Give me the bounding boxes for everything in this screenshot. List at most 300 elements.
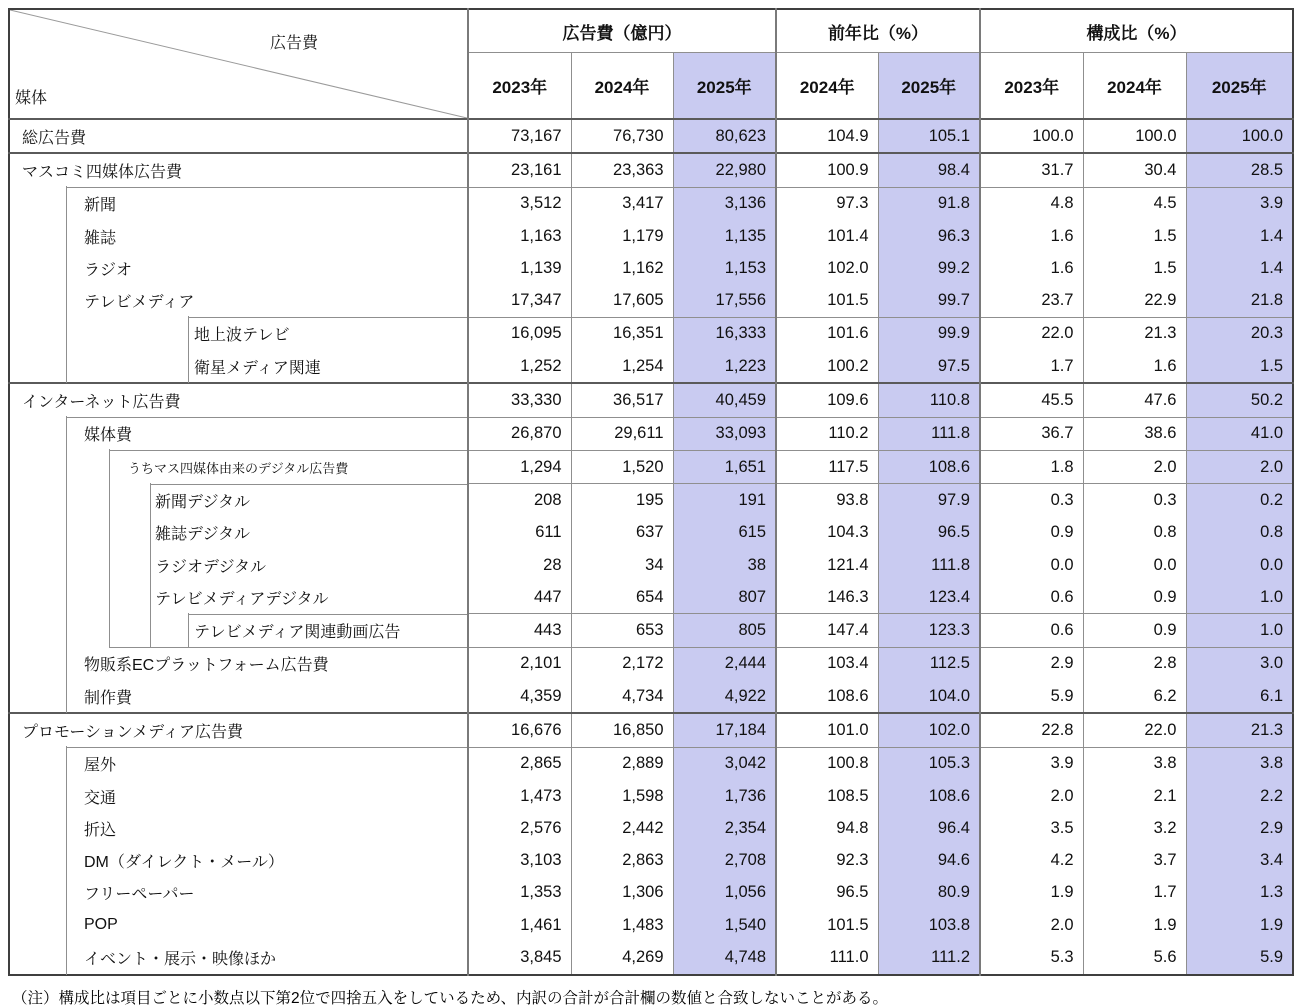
value-cell: 1,162 [571,252,673,284]
header-group-row [9,9,1293,53]
indent-guide-line [150,580,151,615]
value-cell: 4,922 [673,680,776,713]
value-cell: 38 [673,549,776,581]
corner-label-adcost: 広告費 [270,35,319,52]
value-cell: 1.9 [1083,909,1186,941]
value-cell: 96.5 [776,877,878,909]
table-row [9,941,1293,974]
value-cell: 100.0 [1083,119,1186,153]
row-label: 総広告費 [9,119,468,153]
value-cell: 0.9 [1083,614,1186,647]
table-row [9,484,1293,517]
value-cell: 93.8 [776,484,878,517]
value-cell: 654 [571,581,673,614]
value-cell: 100.0 [1186,119,1293,153]
value-cell: 1,135 [673,220,776,252]
value-cell: 20.3 [1186,317,1293,350]
value-cell: 73,167 [468,119,571,153]
value-cell: 94.8 [776,812,878,844]
value-cell: 3.2 [1083,812,1186,844]
table-row [9,284,1293,317]
value-cell: 80.9 [878,877,980,909]
indent-guide-line [66,219,67,253]
value-cell: 108.6 [776,680,878,713]
table-row [9,383,1293,417]
value-cell: 2.2 [1186,780,1293,812]
value-cell: 36,517 [571,383,673,417]
indent-guide-line [66,779,67,813]
box-top-line [109,450,467,451]
diagonal-line-icon [10,10,467,118]
value-cell: 76,730 [571,119,673,153]
value-cell: 105.1 [878,119,980,153]
value-cell: 3.9 [980,747,1083,780]
row-label: ラジオ [9,252,468,284]
value-cell: 2.0 [1186,450,1293,483]
value-cell: 0.6 [980,614,1083,647]
value-cell: 100.9 [776,153,878,187]
value-cell: 23.7 [980,284,1083,317]
row-label: マスコミ四媒体広告費 [9,153,468,187]
table-row [9,812,1293,844]
box-top-line [109,647,467,648]
value-cell: 17,605 [571,284,673,317]
indent-guide-line [66,746,67,781]
value-cell: 3,136 [673,187,776,220]
table-row [9,680,1293,713]
value-cell: 33,093 [673,417,776,450]
value-cell: 0.0 [1186,549,1293,581]
indent-guide-line [66,908,67,942]
value-cell: 1,306 [571,877,673,909]
value-cell: 4.2 [980,845,1083,877]
value-cell: 100.2 [776,350,878,383]
value-cell: 105.3 [878,747,980,780]
value-cell: 29,611 [571,417,673,450]
value-cell: 21.8 [1186,284,1293,317]
value-cell: 807 [673,581,776,614]
value-cell: 1.5 [1083,220,1186,252]
value-cell: 22.0 [1083,713,1186,747]
value-cell: 3.9 [1186,187,1293,220]
value-cell: 0.6 [980,581,1083,614]
indent-guide-line [66,283,67,318]
value-cell: 3.7 [1083,845,1186,877]
value-cell: 1,223 [673,350,776,383]
indent-guide-line [66,876,67,910]
value-cell: 1.0 [1186,614,1293,647]
value-cell: 146.3 [776,581,878,614]
value-cell: 123.4 [878,581,980,614]
indent-guide-line [109,580,110,615]
box-top-line [66,417,467,418]
table-row [9,581,1293,614]
value-cell: 2,101 [468,647,571,680]
value-cell: 615 [673,517,776,549]
value-cell: 103.4 [776,647,878,680]
value-cell: 1.9 [980,877,1083,909]
row-label: 地上波テレビ [9,317,468,350]
value-cell: 2.9 [980,647,1083,680]
value-cell: 1.7 [980,350,1083,383]
indent-guide-line [109,516,110,550]
value-cell: 102.0 [776,252,878,284]
value-cell: 637 [571,517,673,549]
row-label: POP [9,909,468,941]
value-cell: 1,473 [468,780,571,812]
value-cell: 101.0 [776,713,878,747]
row-label: 雑誌デジタル [9,517,468,549]
value-cell: 28.5 [1186,153,1293,187]
value-cell: 0.3 [980,484,1083,517]
value-cell: 1,461 [468,909,571,941]
value-cell: 2.0 [980,909,1083,941]
value-cell: 447 [468,581,571,614]
value-cell: 112.5 [878,647,980,680]
table-row [9,350,1293,383]
value-cell: 22.0 [980,317,1083,350]
corner-cell [9,9,468,119]
table-row [9,119,1293,153]
value-cell: 111.8 [878,549,980,581]
value-cell: 99.2 [878,252,980,284]
corner-label-media: 媒体 [15,90,48,107]
value-cell: 1.9 [1186,909,1293,941]
value-cell: 1,736 [673,780,776,812]
value-cell: 2,576 [468,812,571,844]
indent-guide-line [66,811,67,845]
value-cell: 1.6 [980,220,1083,252]
value-cell: 22.9 [1083,284,1186,317]
row-label: 衛星メディア関連 [9,350,468,383]
value-cell: 0.8 [1083,517,1186,549]
value-cell: 109.6 [776,383,878,417]
row-label: ラジオデジタル [9,549,468,581]
value-cell: 104.0 [878,680,980,713]
value-cell: 16,095 [468,317,571,350]
value-cell: 0.0 [1083,549,1186,581]
value-cell: 1,651 [673,450,776,483]
box-top-line [188,317,467,318]
table-row [9,317,1293,350]
row-label: 新聞 [9,187,468,220]
value-cell: 1.8 [980,450,1083,483]
value-cell: 94.6 [878,845,980,877]
row-label: テレビメディア [9,284,468,317]
year-column-header: 2024年 [571,53,673,120]
value-cell: 38.6 [1083,417,1186,450]
value-cell: 4,359 [468,680,571,713]
box-top-line [66,187,467,188]
value-cell: 1,153 [673,252,776,284]
value-cell: 2.0 [1083,450,1186,483]
table-row [9,450,1293,483]
row-label: 媒体費 [9,417,468,450]
value-cell: 4.5 [1083,187,1186,220]
year-column-header: 2025年 [878,53,980,120]
table-row [9,417,1293,450]
value-cell: 3.8 [1186,747,1293,780]
value-cell: 1.3 [1186,877,1293,909]
value-cell: 97.9 [878,484,980,517]
indent-guide-line [150,483,151,518]
value-cell: 1.0 [1186,581,1293,614]
value-cell: 3,042 [673,747,776,780]
row-label: うちマス四媒体由来のデジタル広告費 [9,450,468,483]
value-cell: 4,748 [673,941,776,974]
value-cell: 92.3 [776,845,878,877]
indent-guide-line [66,679,67,713]
row-label: DM（ダイレクト・メール） [9,845,468,877]
indent-guide-line [188,613,189,648]
value-cell: 17,556 [673,284,776,317]
indent-guide-line [109,483,110,518]
value-cell: 23,363 [571,153,673,187]
indent-guide-line [66,349,67,383]
value-cell: 1.6 [1083,350,1186,383]
value-cell: 34 [571,549,673,581]
value-cell: 111.8 [878,417,980,450]
value-cell: 40,459 [673,383,776,417]
value-cell: 1,540 [673,909,776,941]
table-row [9,845,1293,877]
indent-guide-line [150,516,151,550]
value-cell: 1,254 [571,350,673,383]
footnote: （注）構成比は項目ごとに小数点以下第2位で四捨五入をしているため、内訳の合計が合計欄の数値と合致しないことがある。 [12,989,889,1007]
value-cell: 1,056 [673,877,776,909]
value-cell: 443 [468,614,571,647]
value-cell: 1,139 [468,252,571,284]
table-row [9,747,1293,780]
value-cell: 30.4 [1083,153,1186,187]
table-row [9,909,1293,941]
value-cell: 1,598 [571,780,673,812]
indent-guide-line [66,613,67,648]
value-cell: 108.6 [878,450,980,483]
row-label: テレビメディアデジタル [9,581,468,614]
value-cell: 97.5 [878,350,980,383]
value-cell: 2,865 [468,747,571,780]
value-cell: 1.4 [1186,252,1293,284]
value-cell: 191 [673,484,776,517]
value-cell: 195 [571,484,673,517]
indent-guide-line [188,349,189,383]
value-cell: 6.1 [1186,680,1293,713]
value-cell: 1,163 [468,220,571,252]
year-column-header: 2025年 [673,53,776,120]
value-cell: 45.5 [980,383,1083,417]
value-cell: 22,980 [673,153,776,187]
value-cell: 41.0 [1186,417,1293,450]
value-cell: 3,103 [468,845,571,877]
value-cell: 1.5 [1083,252,1186,284]
value-cell: 101.5 [776,284,878,317]
box-top-line [66,747,467,748]
table-row [9,780,1293,812]
column-group-header: 前年比（%） [776,9,980,53]
row-label: 雑誌 [9,220,468,252]
value-cell: 1,353 [468,877,571,909]
value-cell: 2,442 [571,812,673,844]
value-cell: 3.8 [1083,747,1186,780]
table-row [9,614,1293,647]
value-cell: 1,483 [571,909,673,941]
value-cell: 21.3 [1083,317,1186,350]
value-cell: 17,347 [468,284,571,317]
value-cell: 101.5 [776,909,878,941]
value-cell: 22.8 [980,713,1083,747]
indent-guide-line [109,548,110,582]
indent-guide-line [66,449,67,484]
value-cell: 17,184 [673,713,776,747]
value-cell: 2,444 [673,647,776,680]
indent-guide-line [66,251,67,285]
table-row [9,713,1293,747]
value-cell: 5.3 [980,941,1083,974]
table-row [9,220,1293,252]
value-cell: 0.9 [1083,581,1186,614]
row-label: フリーペーパー [9,877,468,909]
row-label: 折込 [9,812,468,844]
value-cell: 3,417 [571,187,673,220]
indent-guide-line [66,940,67,974]
year-column-header: 2023年 [468,53,571,120]
column-group-header: 構成比（%） [980,9,1293,53]
row-label: 屋外 [9,747,468,780]
value-cell: 108.5 [776,780,878,812]
value-cell: 147.4 [776,614,878,647]
row-label: 交通 [9,780,468,812]
indent-guide-line [188,316,189,351]
value-cell: 108.6 [878,780,980,812]
value-cell: 4,734 [571,680,673,713]
value-cell: 123.3 [878,614,980,647]
year-column-header: 2024年 [1083,53,1186,120]
value-cell: 2.8 [1083,647,1186,680]
value-cell: 5.9 [980,680,1083,713]
indent-guide-line [66,186,67,221]
value-cell: 611 [468,517,571,549]
value-cell: 0.9 [980,517,1083,549]
value-cell: 16,333 [673,317,776,350]
indent-guide-line [66,416,67,451]
table-row [9,252,1293,284]
column-group-header: 広告費（億円） [468,9,776,53]
value-cell: 96.3 [878,220,980,252]
value-cell: 104.3 [776,517,878,549]
value-cell: 80,623 [673,119,776,153]
table-row [9,647,1293,680]
value-cell: 2,354 [673,812,776,844]
value-cell: 1.6 [980,252,1083,284]
value-cell: 103.8 [878,909,980,941]
indent-guide-line [66,483,67,518]
value-cell: 2.0 [980,780,1083,812]
value-cell: 5.6 [1083,941,1186,974]
indent-guide-line [66,316,67,351]
value-cell: 0.3 [1083,484,1186,517]
value-cell: 111.2 [878,941,980,974]
value-cell: 2,708 [673,845,776,877]
table-row [9,549,1293,581]
value-cell: 2,863 [571,845,673,877]
value-cell: 104.9 [776,119,878,153]
value-cell: 26,870 [468,417,571,450]
value-cell: 3,512 [468,187,571,220]
indent-guide-line [66,580,67,615]
indent-guide-line [150,613,151,648]
value-cell: 91.8 [878,187,980,220]
value-cell: 111.0 [776,941,878,974]
value-cell: 33,330 [468,383,571,417]
value-cell: 16,351 [571,317,673,350]
value-cell: 121.4 [776,549,878,581]
indent-guide-line [66,516,67,550]
value-cell: 805 [673,614,776,647]
value-cell: 16,676 [468,713,571,747]
value-cell: 1,520 [571,450,673,483]
value-cell: 1.5 [1186,350,1293,383]
value-cell: 208 [468,484,571,517]
value-cell: 3.5 [980,812,1083,844]
value-cell: 100.8 [776,747,878,780]
indent-guide-line [109,613,110,648]
table-row [9,153,1293,187]
table-body [9,119,1293,975]
indent-guide-line [66,844,67,878]
value-cell: 3.0 [1186,647,1293,680]
value-cell: 99.7 [878,284,980,317]
ad-expenditure-table [8,8,1294,976]
value-cell: 3,845 [468,941,571,974]
row-label: 新聞デジタル [9,484,468,517]
value-cell: 96.5 [878,517,980,549]
row-label: 制作費 [9,680,468,713]
value-cell: 2,172 [571,647,673,680]
year-column-header: 2024年 [776,53,878,120]
value-cell: 96.4 [878,812,980,844]
value-cell: 4.8 [980,187,1083,220]
table-row [9,877,1293,909]
value-cell: 1,294 [468,450,571,483]
value-cell: 102.0 [878,713,980,747]
value-cell: 101.4 [776,220,878,252]
value-cell: 50.2 [1186,383,1293,417]
value-cell: 97.3 [776,187,878,220]
value-cell: 1.7 [1083,877,1186,909]
value-cell: 2,889 [571,747,673,780]
indent-guide-line [150,548,151,582]
box-top-line [188,614,467,615]
indent-guide-line [66,646,67,681]
table-row [9,187,1293,220]
row-label: テレビメディア関連動画広告 [9,614,468,647]
value-cell: 2.9 [1186,812,1293,844]
value-cell: 36.7 [980,417,1083,450]
value-cell: 47.6 [1083,383,1186,417]
value-cell: 28 [468,549,571,581]
value-cell: 98.4 [878,153,980,187]
value-cell: 100.0 [980,119,1083,153]
value-cell: 2.1 [1083,780,1186,812]
value-cell: 1,252 [468,350,571,383]
table-header [9,9,1293,119]
row-label: イベント・展示・映像ほか [9,941,468,974]
row-label: プロモーションメディア広告費 [9,713,468,747]
value-cell: 21.3 [1186,713,1293,747]
table-row [9,517,1293,549]
year-column-header: 2025年 [1186,53,1293,120]
